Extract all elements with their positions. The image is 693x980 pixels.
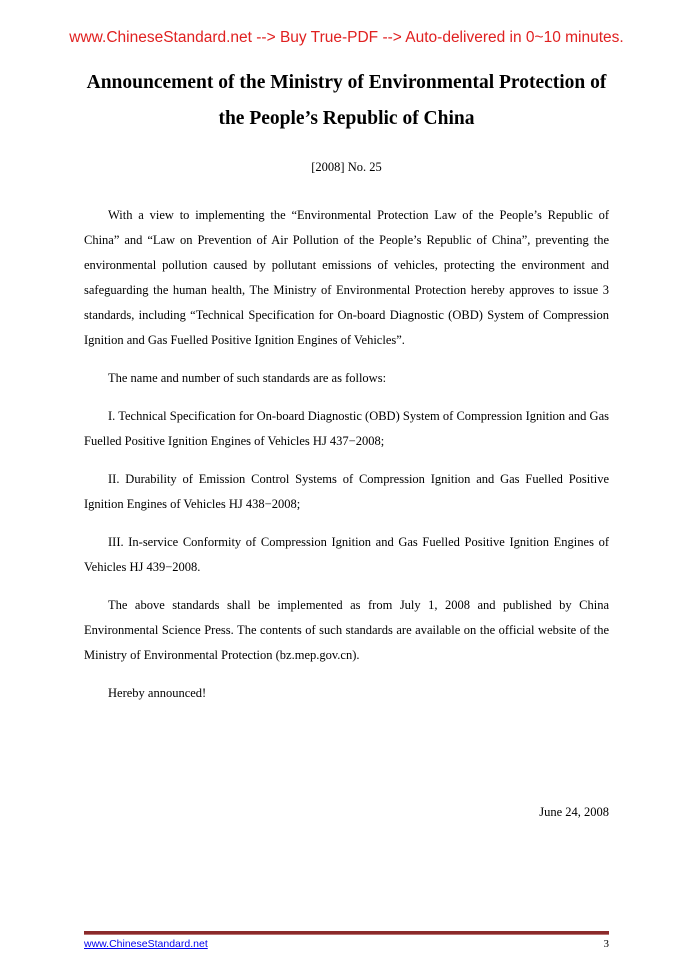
paragraph-standard-3: III. In-service Conformity of Compression Ignition and Gas Fuelled Positive Ignition Engines of Vehicles HJ 439−2008.: [84, 535, 609, 574]
paragraph-standard-2: II. Durability of Emission Control Systems of Compression Ignition and Gas Fuelled Positive Ignition Engines of Vehicles HJ 438−2008;: [84, 472, 609, 511]
announcement-date: June 24, 2008: [539, 805, 609, 819]
page-number: 3: [603, 938, 609, 950]
document-title-line-2: the People’s Republic of China: [218, 108, 475, 129]
paragraph-list-intro: The name and number of such standards are as follows:: [108, 371, 387, 385]
footer-divider: [84, 931, 609, 935]
paragraph-closing: Hereby announced!: [108, 686, 207, 700]
promo-banner[interactable]: www.ChineseStandard.net --> Buy True-PDF --> Auto-delivered in 0~10 minutes.: [69, 29, 624, 46]
paragraph-intro: With a view to implementing the “Environmental Protection Law of the People’s Republic of China” and “Law on Prevention of Air Pollution of the People’s Republic of China”, preventing the environmental pollution caused by pollutant emissions of vehicles, protecting the environment and safeguarding the human health, The Ministry of Environmental Protection hereby approves to issue 3 standards, including “Technical Specification for On-board Diagnostic (OBD) System of Compression Ignition and Gas Fuelled Positive Ignition Engines of Vehicles”.: [84, 208, 609, 347]
paragraph-standard-1: I. Technical Specification for On-board Diagnostic (OBD) System of Compression Ignition and Gas Fuelled Positive Ignition Engines of Vehicles HJ 437−2008;: [84, 409, 609, 448]
document-title-line-1: Announcement of the Ministry of Environmental Protection of: [86, 72, 607, 93]
footer-website-link[interactable]: www.ChineseStandard.net: [84, 938, 208, 950]
document-number: [2008] No. 25: [311, 160, 382, 174]
document-body: [84, 203, 609, 719]
paragraph-implementation: The above standards shall be implemented as from July 1, 2008 and published by China Environmental Science Press. The contents of such standards are available on the official website of the Ministry of Environmental Protection (bz.mep.gov.cn).: [84, 598, 609, 662]
